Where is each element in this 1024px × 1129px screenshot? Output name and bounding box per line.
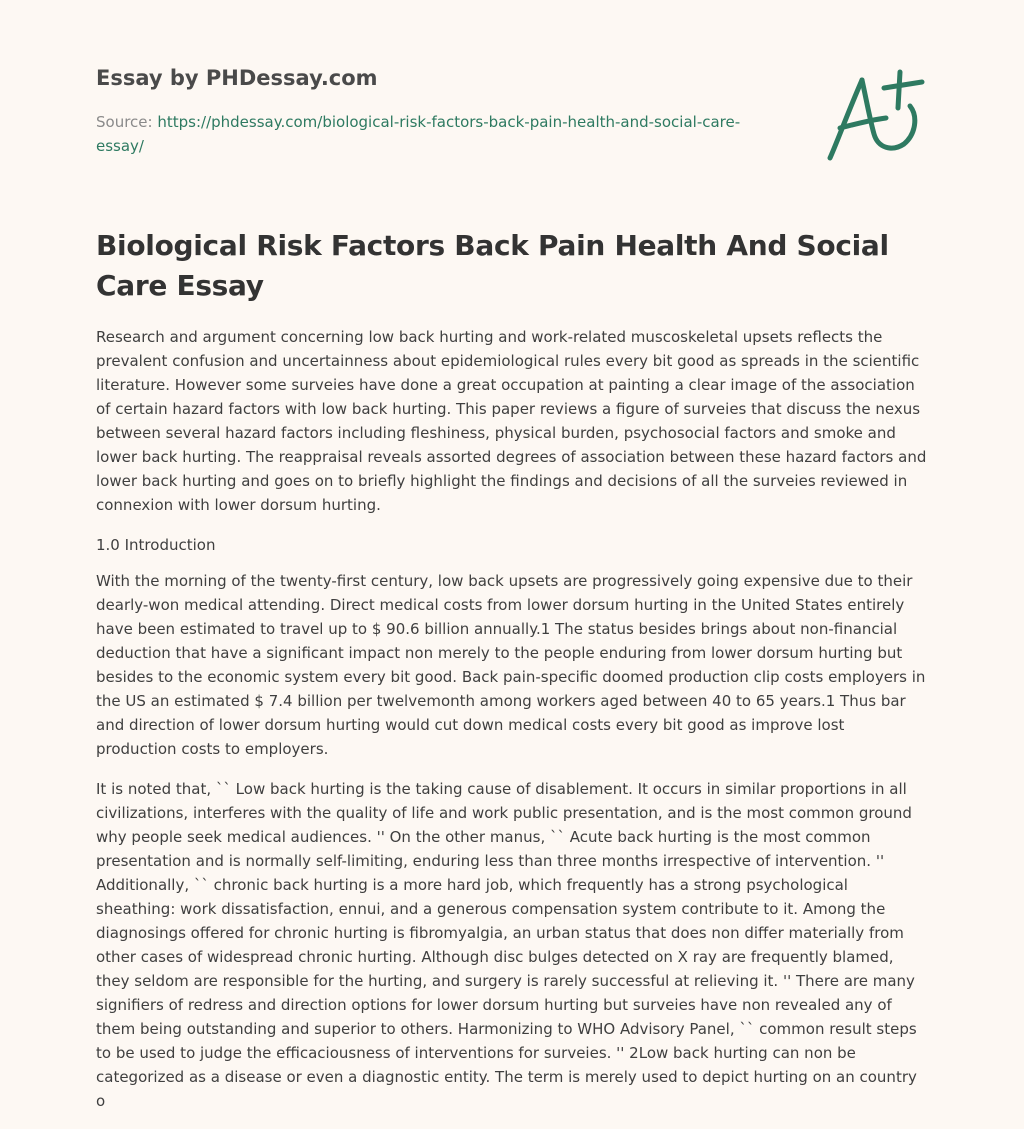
section-heading: 1.0 Introduction (96, 536, 216, 554)
essay-body (96, 325, 928, 1129)
a-plus-logo-icon (822, 68, 926, 164)
source-link[interactable]: https://phdessay.com/biological-risk-factors-back-pain-health-and-social-care-essay/ (96, 113, 741, 155)
abstract-paragraph: Research and argument concerning low back hurting and work-related muscoskeletal upsets reflects the prevalent confusion and uncertainness about epidemiological rules every bit good as spreads in the scientific literature. However some surveies have done a great occupation at painting a clear image of the association of certain hazard factors with low back hurting. This paper reviews a figure of surveies that discuss the nexus between several hazard factors including fleshiness, physical burden, psychosocial factors and smoke and lower back hurting. The reappraisal reveals assorted degrees of association between these hazard factors and lower back hurting and goes on to briefly highlight the findings and decisions of all the surveies reviewed in connexion with lower dorsum hurting. (96, 328, 927, 514)
source-label: Source: (96, 113, 153, 131)
body-paragraph: With the morning of the twenty-first century, low back upsets are progressively going expensive due to their dearly-won medical attending. Direct medical costs from lower dorsum hurting in the United States entirely have been estimated to travel up to $ 90.6 billion annually.1 The status besides brings about non-financial deduction that have a significant impact non merely to the people enduring from lower dorsum hurting but besides to the economic system every bit good. Back pain-specific doomed production clip costs employers in the US an estimated $ 7.4 billion per twelvemonth among workers aged between 40 to 65 years.1 Thus bar and direction of lower dorsum hurting would cut down medical costs every bit good as improve lost production costs to employers. (96, 572, 926, 758)
essay-title: Biological Risk Factors Back Pain Health And Social Care Essay (96, 229, 889, 302)
source-line (96, 110, 756, 158)
site-title: Essay by PHDessay.com (96, 66, 378, 90)
body-paragraph: It is noted that, `` Low back hurting is the taking cause of disablement. It occurs in similar proportions in all civilizations, interferes with the quality of life and work public presentation, and is the most common ground why people seek medical audiences. '' On the other manus, `` Acute back hurting is the most common presentation and is normally self-limiting, enduring less than three months irrespective of intervention. '' Additionally, `` chronic back hurting is a more hard job, which frequently has a strong psychological sheathing: work dissatisfaction, ennui, and a generous compensation system contribute to it. Among the diagnosings offered for chronic hurting is fibromyalgia, an urban status that does non differ materially from other cases of widespread chronic hurting. Although disc bulges detected on X ray are frequently blamed, they seldom are responsible for the hurting, and surgery is rarely successful at relieving it. '' There are many signifiers of redress and direction options for lower dorsum hurting but surveies have non revealed any of them being outstanding and superior to others. Harmonizing to WHO Advisory Panel, `` common result steps to be used to judge the efficaciousness of interventions for surveies. '' 2Low back hurting can non be categorized as a disease or even a diagnostic entity. The term is merely used to depict hurting on an country o (96, 780, 917, 1110)
